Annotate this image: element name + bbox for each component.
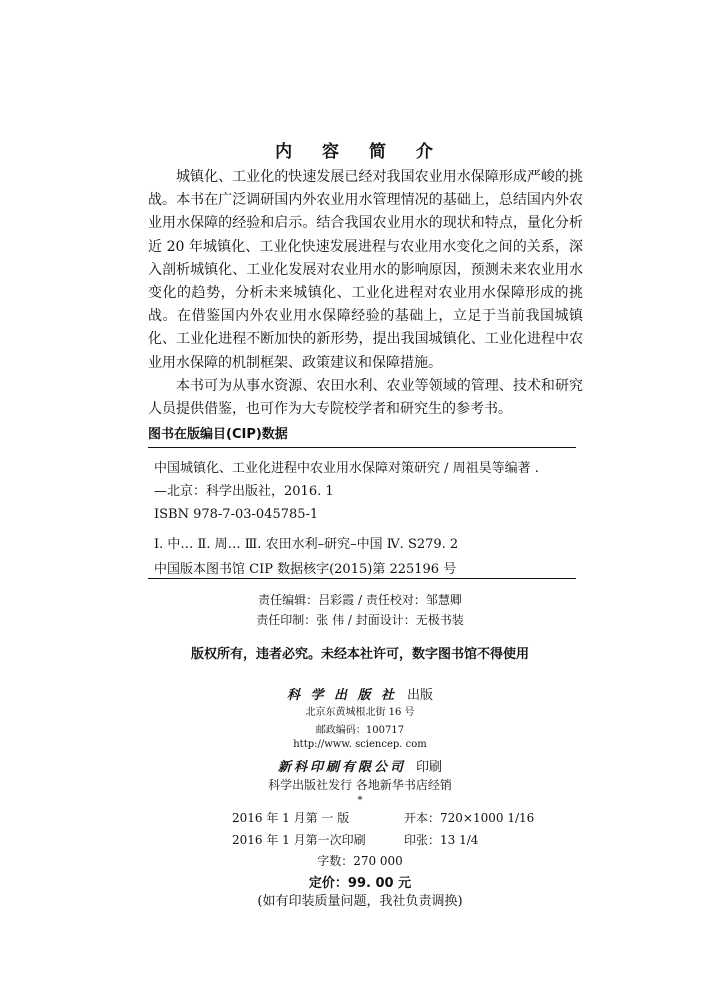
- book-summary: [148, 166, 583, 421]
- printing-info: 2016 年 1 月第一次印刷: [232, 833, 366, 847]
- publisher-line: [0, 684, 720, 703]
- summary-paragraph: 本书可为从事水资源、农田水利、农业等领域的管理、技术和研究人员提供借鉴，也可作为大专院校学者和研究生的参考书。: [148, 377, 583, 418]
- price: 定价：99. 00 元: [308, 876, 412, 891]
- separator-star: *: [357, 795, 363, 806]
- cip-top-rule: [148, 447, 576, 448]
- cip-heading: 图书在版编目(CIP)数据: [148, 427, 288, 442]
- distribution-line: 科学出版社发行 各地新华书店经销: [268, 778, 452, 792]
- cip-number: 中国版本图书馆 CIP 数据核字(2015)第 225196 号: [154, 562, 457, 577]
- rights-notice: 版权所有，违者必究。未经本社许可，数字图书馆不得使用: [190, 647, 529, 662]
- publisher-postcode: 邮政编码：100717: [315, 725, 405, 736]
- cip-title-line: 中国城镇化、工业化进程中农业用水保障对策研究 / 周祖昊等编著 .: [154, 461, 539, 476]
- sheets-info: 印张：13 1/4: [404, 833, 479, 847]
- word-count: 字数：270 000: [317, 854, 403, 868]
- cip-isbn: ISBN 978-7-03-045785-1: [154, 507, 319, 522]
- cip-publisher-line: —北京：科学出版社，2016. 1: [154, 484, 334, 499]
- quality-note: (如有印装质量问题，我社负责调换): [257, 894, 463, 909]
- publisher-name: 科 学 出 版 社: [286, 688, 398, 703]
- publisher-url: http://www. sciencep. com: [293, 739, 427, 750]
- printer-line: [0, 756, 720, 775]
- publisher-suffix: 出版: [407, 688, 434, 703]
- production-line: 责任印制：张 伟 / 封面设计：无极书装: [256, 613, 464, 627]
- format-info: 开本：720×1000 1/16: [404, 811, 535, 825]
- editors-line: 责任编辑：吕彩霞 / 责任校对：邹慧卿: [258, 593, 462, 607]
- summary-paragraph: 城镇化、工业化的快速发展已经对我国农业用水保障形成严峻的挑战。本书在广泛调研国内外农业用水管理情况的基础上，总结国内外农业用水保障的经验和启示。结合我国农业用水的现状和特点，量化分析近 20 年城镇化、工业化快速发展进程与农业用水变化之间的关系，深入剖析城镇化、工业化发展对农业用水的影响原因，预测未来农业用水变化的趋势，分析未来城镇化、工业化进程对农业用水保障形成的挑战。在借鉴国内外农业用水保障经验的基础上，立足于当前我国城镇化、工业化进程不断加快的新形势，提出我国城镇化、工业化进程中农业用水保障的机制框架、政策建议和保障措施。: [148, 169, 583, 371]
- cip-classification: Ⅰ. 中… Ⅱ. 周… Ⅲ. 农田水利–研究–中国 Ⅳ. S279. 2: [154, 537, 459, 552]
- printer-name: 新科印刷有限公司: [277, 760, 406, 775]
- page-title: 内 容 简 介: [275, 142, 445, 162]
- edition-info: 2016 年 1 月第 一 版: [232, 811, 350, 825]
- publisher-address: 北京东黄城根北街 16 号: [305, 707, 415, 718]
- printer-suffix: 印刷: [416, 760, 443, 775]
- cip-bottom-rule: [148, 578, 576, 579]
